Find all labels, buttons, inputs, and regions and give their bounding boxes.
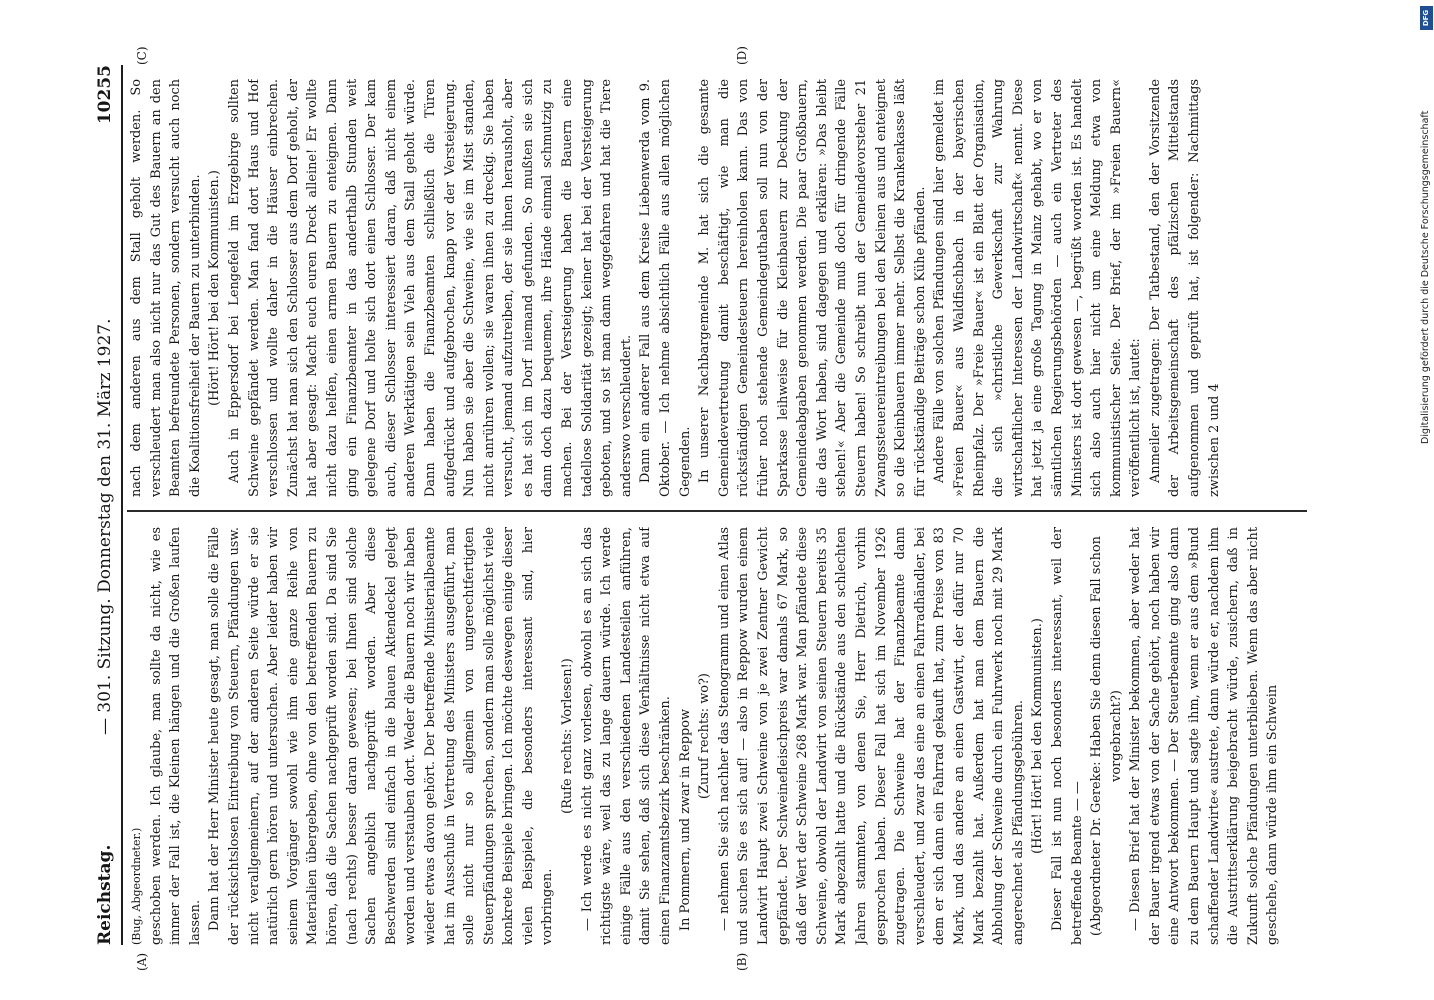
interjection: (Zuruf rechts: wo?) — [697, 673, 713, 799]
header-left: Reichstag. — [95, 844, 115, 945]
header-session-date: — 301. Sitzung. Donnerstag den 31. März 1927. — [95, 318, 115, 735]
paragraph: In unserer Nachbargemeinde M. hat sich die gesamte Gemeindevertretung damit beschäftigt, wie man die rückständigen Gemeindesteuern hereinholen kann. Das von früher noch stehende Gemeindeguthaben soll nun von der Sparkasse leihweise für die Kleinbauern zur Deckung der Gemeindeabgaben genommen werden. Die paar Großbauern, die das Wort haben, sind dagegen und erklären: »Das bleibt stehen!« Aber die Gemeinde muß doch für dringende Fälle Steuern haben! So schreibt nun der Gemeindevorsteher 21 Zwangssteuereintreibungen bei den Kleinen aus und enteignet so die Kleinbauern immer mehr. Selbst die Krankenkasse läßt für rückständige Beiträge schon Kühe pfänden. — [697, 79, 928, 497]
margin-mark-a: (A) — [135, 952, 149, 971]
paragraph: Dann ein anderer Fall aus dem Kreise Liebenwerda vom 9. Oktober. — Ich nehme absichtlich Fälle aus allen möglichen Gegenden. — [638, 79, 693, 497]
header-rule — [121, 65, 123, 945]
paragraph: geschoben werden. Ich glaube, man sollte da nicht, wie es immer der Fall ist, die Kleinen hängen und die Großen laufen lassen. — [148, 527, 203, 945]
running-header — [95, 65, 119, 945]
watermark-text: Digitalisierung gefördert durch die Deutsche Forschungsgemeinschaft — [1420, 110, 1431, 444]
column-divider — [127, 511, 1307, 513]
interjection: (Abgeordneter Dr. Gereke: Haben Sie denn diesen Fall schon vorgebracht?) — [1089, 536, 1124, 936]
paragraph: In Pommern, und zwar in Reppow — [677, 708, 693, 931]
dfg-logo-icon: DFG — [1420, 6, 1433, 30]
paragraph: — Ich werde es nicht ganz vorlesen, obwohl es an sich das richtigste wäre, weil das zu lange dauern würde. Ich werde einige Fälle aus den verschiedenen Landesteilen anführen, damit Sie sehen, daß sich diese Verhältnisse nicht etwa auf einen Finanzamtsbezirk beschränken. — [579, 527, 674, 945]
text-column-left — [127, 527, 1307, 945]
interjection: (Hört! Hört! bei den Kommunisten.) — [207, 170, 223, 406]
paragraph: Auch in Eppersdorf bei Lengefeld im Erzgebirge sollten Schweine gepfändet werden. Man fand dort Haus und Hof verschlossen und wollte daher in die Häuser einbrechen. Zunächst hat man sich den Schlosser aus dem Dorf geholt, der hat aber gesagt: Macht euch euren Dreck alleine! Er wollte nicht dazu helfen, einen armen Bauern zu enteignen. Dann ging ein Finanzbeamter in das anderthalb Stunden weit gelegene Dorf und holte sich dort einen Schlosser. Der kam auch, dieser Schlosser interessiert daran, daß nicht einem anderen Werktätigen sein Vieh aus dem Stall geholt würde. Dann haben die Finanzbeamten schließlich die Türen aufgedrückt und aufgebrochen, knapp vor der Versteigerung. Nun haben sie aber die Schweine, wie sie im Mist standen, nicht anrühren wollen; sie waren ihnen zu dreckig. Sie haben versucht, jemand aufzutreiben, der sie ihnen herausholt, aber es hat sich im Dorf niemand gefunden. So mußten sie sich dann doch dazu bequemen, ihre Hände einmal schmutzig zu machen. Bei der Versteigerung haben die Bauern eine tadellose Solidarität gezeigt; keiner hat bei der Versteigerung geboten, und so ist man dann weggefahren und hat die Tiere anderswo verschleudert. — [226, 79, 634, 497]
text-column-right — [127, 79, 1307, 497]
paragraph: — nehmen Sie sich nachher das Stenogramm und einen Atlas und suchen Sie es sich auf! — also in Reppow wurden einem Landwirt Haupt zwei Schweine von je zwei Zentner Gewicht gepfändet. Der Schweinefleischpreis war damals 67 Mark, so daß der Wert der Schweine 268 Mark war. Man pfändete diese Schweine, obwohl der Landwirt von seinen Steuern bereits 35 Mark abgezahlt hatte und die Rückstände aus den schlechten Jahren stammten, von denen Sie, Herr Dietrich, vorhin gesprochen haben. Dieser Fall hat sich im November 1926 zugetragen. Die Schweine hat der Finanzbeamte dann verschleudert, und zwar das eine an einen Fahrradhändler, bei dem er sich dann ein Fahrrad gekauft hat, zum Preise von 83 Mark, und das andere an einen Gastwirt, der dafür nur 70 Mark bezahlt hat. Außerdem hat man dem Bauern die Abholung der Schweine durch ein Fuhrwerk noch mit 29 Mark angerechnet als Pfändungsgebühren. — [716, 527, 1026, 945]
paragraph: Dieser Fall ist nun noch besonders interessant, weil der betreffende Beamte — — — [1049, 527, 1085, 945]
paragraph: Anmeiler zugetragen: Der Tatbestand, den der Vorsitzende der Arbeitsgemeinschaft des pfälzischen Mittelstands aufgenommen und geprüft hat, ist folgender: Nachmittags zwischen 2 und 4 — [1147, 79, 1222, 497]
paragraph: Dann hat der Herr Minister heute gesagt, man solle die Fälle der rücksichtslosen Eintreibung von Steuern, Pfändungen usw. nicht verallgemeinern, auf der anderen Seite würde er sie natürlich gern hören und untersuchen. Aber leider haben wir seinem Vorgänger sowohl wie ihm eine ganze Reihe von Materialien übergeben, ohne von den betreffenden Bauern zu hören, daß die Sachen nachgeprüft worden sind. Da sind Sie (nach rechts) besser daran gewesen; bei Ihnen sind solche Sachen angeblich nachgeprüft worden. Aber diese Beschwerden sind einfach in die blauen Aktendeckel gelegt worden und verstauben dort. Weder die Bauern noch wir haben wieder etwas davon gehört. Der betreffende Ministerialbeamte hat im Ausschuß in Vertretung des Ministers ausgeführt, man solle nicht nur so allgemein von ungerechtfertigten Steuerpfändungen sprechen, sondern man solle möglichst viele konkrete Beispiele bringen. Ich möchte deswegen einige dieser vielen Beispiele, die besonders interessant sind, hier vorbringen. — [207, 527, 556, 945]
interjection: (Rufe rechts: Vorlesen!) — [560, 658, 576, 814]
paragraph: Andere Fälle von solchen Pfändungen sind hier gemeldet im »Freien Bauer« aus Waldfischbach in der bayerischen Rheinpfalz. Der »Freie Bauer« ist ein Blatt der Organisation, die sich »christliche Gewerkschaft zur Wahrung wirtschaftlicher Interessen der Landwirtschaft« nennt. Diese hat jetzt ja eine große Tagung in Mainz gehabt, wo er von sämtlichen Regierungsbehörden — auch ein Vertreter des Ministers ist dort gewesen —, begrüßt worden ist. Es handelt sich also auch hier nicht um eine Meldung etwa von kommunistischer Seite. Der Brief, der im »Freien Bauern« veröffentlicht ist, lautet: — [932, 79, 1144, 497]
page-number: 10255 — [95, 65, 115, 125]
paragraph: — Diesen Brief hat der Minister bekommen, aber weder hat der Bauer irgend etwas von der Sache gehört, noch haben wir eine Antwort bekommen. — Der Steuerbeamte ging also dann zu dem Bauern Haupt und sagte ihm, wenn er aus dem »Bund schaffender Landwirte« austrete, dann würde er, nachdem ihm die Austrittserklärung beigebracht würde, zusichern, daß in Zukunft solche Pfändungen unterblieben. Wenn das aber nicht geschehe, dann würde ihm ein Schwein — [1128, 527, 1281, 945]
interjection: (Hört! Hört! bei den Kommunisten.) — [1030, 618, 1046, 854]
speaker-tag: (Bug, Abgeordneter.) — [130, 827, 143, 945]
margin-mark-b: (B) — [735, 952, 749, 971]
dfg-watermark — [1420, 6, 1434, 446]
document-page — [95, 46, 1325, 971]
margin-mark-c: (C) — [135, 46, 149, 65]
paragraph: nach dem anderen aus dem Stall geholt werden. So verschleudert man also nicht nur das Gut des Bauern an den Beamten befreundete Personen, sondern versucht auch noch die Koalitionsfreiheit der Bauern zu unterbinden. — [129, 79, 203, 497]
margin-mark-d: (D) — [735, 46, 749, 65]
